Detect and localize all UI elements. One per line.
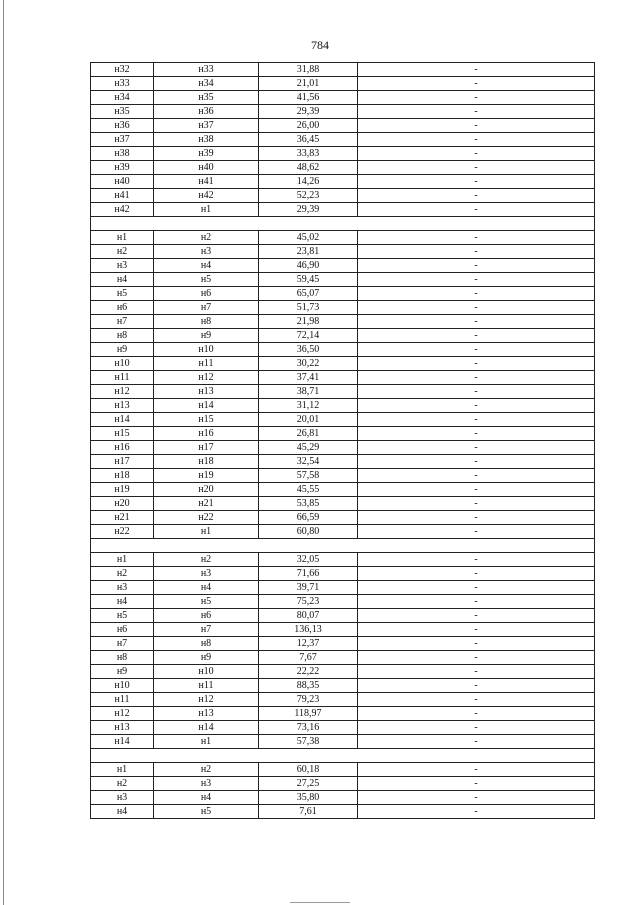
- table-cell: н10: [154, 343, 259, 357]
- table-cell: 29,39: [259, 203, 358, 217]
- table-cell: -: [358, 665, 595, 679]
- table-cell: н20: [154, 483, 259, 497]
- table-cell: -: [358, 189, 595, 203]
- table-cell: -: [358, 273, 595, 287]
- table-row: [91, 707, 595, 721]
- table-cell: н11: [154, 679, 259, 693]
- table-cell: 45,29: [259, 441, 358, 455]
- table-cell: -: [358, 441, 595, 455]
- table-cell: 73,16: [259, 721, 358, 735]
- table-cell: н41: [91, 189, 154, 203]
- table-cell: н22: [91, 525, 154, 539]
- table-row: [91, 623, 595, 637]
- table-cell: 32,54: [259, 455, 358, 469]
- table-cell: 38,71: [259, 385, 358, 399]
- table-cell: -: [358, 791, 595, 805]
- table-cell: 33,83: [259, 147, 358, 161]
- table-row: [91, 637, 595, 651]
- table-row: [91, 371, 595, 385]
- table-row: [91, 385, 595, 399]
- table-row: [91, 455, 595, 469]
- table-cell: 23,81: [259, 245, 358, 259]
- table-cell: н7: [91, 315, 154, 329]
- table-cell: н37: [154, 119, 259, 133]
- table-cell: н34: [91, 91, 154, 105]
- section-separator-row: [91, 539, 595, 553]
- table-cell: -: [358, 707, 595, 721]
- table-body: [91, 63, 595, 819]
- table-cell: н6: [91, 623, 154, 637]
- table-cell: н11: [91, 371, 154, 385]
- table-cell: н21: [154, 497, 259, 511]
- table-cell: н11: [154, 357, 259, 371]
- page-edge-line: [3, 0, 4, 905]
- table-row: [91, 721, 595, 735]
- section-separator-row: [91, 749, 595, 763]
- table-row: [91, 231, 595, 245]
- table-cell: н10: [91, 357, 154, 371]
- table-row: [91, 595, 595, 609]
- table-row: [91, 119, 595, 133]
- table-cell: 136,13: [259, 623, 358, 637]
- table-row: [91, 161, 595, 175]
- table-cell: -: [358, 175, 595, 189]
- section-separator-row: [91, 217, 595, 231]
- table-row: [91, 567, 595, 581]
- table-cell: н8: [154, 637, 259, 651]
- table-cell: н8: [91, 329, 154, 343]
- table-cell: н6: [154, 287, 259, 301]
- table-cell: н4: [154, 259, 259, 273]
- table-cell: -: [358, 595, 595, 609]
- table-cell: 7,61: [259, 805, 358, 819]
- table-cell: н5: [91, 609, 154, 623]
- table-cell: -: [358, 637, 595, 651]
- table-cell: 118,97: [259, 707, 358, 721]
- table-cell: н16: [154, 427, 259, 441]
- table-row: [91, 791, 595, 805]
- table-cell: -: [358, 693, 595, 707]
- table-cell: н1: [91, 553, 154, 567]
- table-cell: -: [358, 609, 595, 623]
- table-cell: н5: [154, 595, 259, 609]
- table-cell: н12: [154, 371, 259, 385]
- table-cell: н15: [154, 413, 259, 427]
- table-cell: 75,23: [259, 595, 358, 609]
- table-cell: 29,39: [259, 105, 358, 119]
- table-row: [91, 469, 595, 483]
- table-cell: -: [358, 455, 595, 469]
- table-cell: н14: [91, 735, 154, 749]
- table-cell: 53,85: [259, 497, 358, 511]
- table-row: [91, 483, 595, 497]
- table-cell: н1: [154, 525, 259, 539]
- table-cell: 30,22: [259, 357, 358, 371]
- table-cell: н32: [91, 63, 154, 77]
- table-cell: н3: [91, 259, 154, 273]
- table-cell: 22,22: [259, 665, 358, 679]
- table-cell: н17: [91, 455, 154, 469]
- table-cell: 21,98: [259, 315, 358, 329]
- table-row: [91, 511, 595, 525]
- table-cell: 46,90: [259, 259, 358, 273]
- table-cell: н14: [91, 413, 154, 427]
- table-cell: -: [358, 133, 595, 147]
- table-cell: н8: [91, 651, 154, 665]
- table-row: [91, 763, 595, 777]
- table-cell: н40: [154, 161, 259, 175]
- table-cell: -: [358, 287, 595, 301]
- table-cell: -: [358, 623, 595, 637]
- table-cell: н14: [154, 721, 259, 735]
- table-cell: -: [358, 511, 595, 525]
- table-cell: н8: [154, 315, 259, 329]
- table-row: [91, 413, 595, 427]
- table-cell: -: [358, 721, 595, 735]
- bottom-edge-mark: [290, 902, 350, 903]
- table-cell: н10: [154, 665, 259, 679]
- table-row: [91, 245, 595, 259]
- table-cell: 60,18: [259, 763, 358, 777]
- table-row: [91, 525, 595, 539]
- table-cell: 21,01: [259, 77, 358, 91]
- table-row: [91, 497, 595, 511]
- table-cell: н20: [91, 497, 154, 511]
- table-row: [91, 609, 595, 623]
- table-cell: -: [358, 777, 595, 791]
- table-cell: 26,00: [259, 119, 358, 133]
- table-cell: -: [358, 161, 595, 175]
- table-cell: н1: [154, 203, 259, 217]
- separator-cell: [91, 539, 595, 553]
- table-row: [91, 357, 595, 371]
- table-cell: -: [358, 301, 595, 315]
- table-cell: н38: [154, 133, 259, 147]
- table-cell: 37,41: [259, 371, 358, 385]
- table-cell: н12: [91, 707, 154, 721]
- table-cell: н7: [154, 301, 259, 315]
- table-cell: н3: [154, 245, 259, 259]
- table-cell: н4: [91, 595, 154, 609]
- table-cell: -: [358, 427, 595, 441]
- table-cell: н14: [154, 399, 259, 413]
- table-cell: -: [358, 763, 595, 777]
- table-cell: н3: [91, 791, 154, 805]
- table-cell: -: [358, 413, 595, 427]
- table-cell: 66,59: [259, 511, 358, 525]
- table-cell: 60,80: [259, 525, 358, 539]
- table-row: [91, 651, 595, 665]
- table-cell: н5: [154, 273, 259, 287]
- table-cell: 36,50: [259, 343, 358, 357]
- table-row: [91, 679, 595, 693]
- table-cell: -: [358, 525, 595, 539]
- table-cell: н33: [91, 77, 154, 91]
- table-cell: -: [358, 483, 595, 497]
- table-row: [91, 581, 595, 595]
- table-row: [91, 203, 595, 217]
- table-cell: н40: [91, 175, 154, 189]
- table-cell: н5: [154, 805, 259, 819]
- table-cell: 14,26: [259, 175, 358, 189]
- table-cell: 52,23: [259, 189, 358, 203]
- table-row: [91, 301, 595, 315]
- table-cell: н36: [91, 119, 154, 133]
- table-cell: н33: [154, 63, 259, 77]
- table-cell: н18: [154, 455, 259, 469]
- table-cell: н38: [91, 147, 154, 161]
- table-cell: н4: [154, 581, 259, 595]
- table-cell: н2: [154, 231, 259, 245]
- table-cell: -: [358, 259, 595, 273]
- table-cell: н4: [91, 805, 154, 819]
- table-cell: 59,45: [259, 273, 358, 287]
- table-cell: 20,01: [259, 413, 358, 427]
- table-row: [91, 805, 595, 819]
- table-cell: -: [358, 567, 595, 581]
- table-cell: н39: [91, 161, 154, 175]
- table-row: [91, 273, 595, 287]
- table-cell: н5: [91, 287, 154, 301]
- table-cell: 51,73: [259, 301, 358, 315]
- table-cell: 32,05: [259, 553, 358, 567]
- table-cell: -: [358, 63, 595, 77]
- table-row: [91, 343, 595, 357]
- table-cell: н3: [154, 777, 259, 791]
- table-cell: н3: [154, 567, 259, 581]
- table-cell: н4: [91, 273, 154, 287]
- table-row: [91, 105, 595, 119]
- table-cell: н17: [154, 441, 259, 455]
- table-cell: н9: [91, 665, 154, 679]
- table-cell: н2: [154, 553, 259, 567]
- table-row: [91, 427, 595, 441]
- table-cell: 57,58: [259, 469, 358, 483]
- table-cell: н6: [91, 301, 154, 315]
- table-cell: н13: [91, 399, 154, 413]
- table-cell: -: [358, 315, 595, 329]
- table-cell: н18: [91, 469, 154, 483]
- table-cell: н11: [91, 693, 154, 707]
- table-row: [91, 553, 595, 567]
- table-cell: н36: [154, 105, 259, 119]
- table-row: [91, 189, 595, 203]
- table-cell: н4: [154, 791, 259, 805]
- coordinates-table: [90, 62, 595, 819]
- table-cell: н35: [91, 105, 154, 119]
- table-cell: -: [358, 497, 595, 511]
- table-cell: -: [358, 105, 595, 119]
- table-cell: -: [358, 651, 595, 665]
- table-row: [91, 665, 595, 679]
- table-cell: н2: [91, 245, 154, 259]
- table-cell: -: [358, 553, 595, 567]
- table-cell: н12: [91, 385, 154, 399]
- table-cell: н1: [91, 763, 154, 777]
- table-cell: -: [358, 343, 595, 357]
- table-row: [91, 441, 595, 455]
- table-cell: -: [358, 329, 595, 343]
- table-cell: 48,62: [259, 161, 358, 175]
- table-cell: 71,66: [259, 567, 358, 581]
- table-cell: -: [358, 469, 595, 483]
- table-row: [91, 693, 595, 707]
- table-cell: н13: [154, 385, 259, 399]
- table-cell: -: [358, 679, 595, 693]
- table-cell: н37: [91, 133, 154, 147]
- table-row: [91, 287, 595, 301]
- table-cell: н39: [154, 147, 259, 161]
- table-cell: н21: [91, 511, 154, 525]
- table-cell: 31,12: [259, 399, 358, 413]
- table-cell: н12: [154, 693, 259, 707]
- table-cell: -: [358, 147, 595, 161]
- table-cell: 39,71: [259, 581, 358, 595]
- table-cell: н42: [91, 203, 154, 217]
- table-cell: н42: [154, 189, 259, 203]
- table-cell: н1: [154, 735, 259, 749]
- table-cell: н15: [91, 427, 154, 441]
- table-cell: -: [358, 805, 595, 819]
- table-cell: н9: [91, 343, 154, 357]
- table-cell: 27,25: [259, 777, 358, 791]
- table-row: [91, 735, 595, 749]
- table-cell: н2: [154, 763, 259, 777]
- table-cell: н2: [91, 567, 154, 581]
- separator-cell: [91, 749, 595, 763]
- table-row: [91, 259, 595, 273]
- table-cell: 45,02: [259, 231, 358, 245]
- table-cell: н41: [154, 175, 259, 189]
- table-row: [91, 399, 595, 413]
- separator-cell: [91, 217, 595, 231]
- table-cell: н13: [91, 721, 154, 735]
- table-cell: -: [358, 399, 595, 413]
- table-cell: 36,45: [259, 133, 358, 147]
- table-cell: 45,55: [259, 483, 358, 497]
- table-cell: -: [358, 91, 595, 105]
- table-cell: 57,38: [259, 735, 358, 749]
- table-cell: н22: [154, 511, 259, 525]
- table-row: [91, 777, 595, 791]
- table-row: [91, 77, 595, 91]
- table-cell: -: [358, 357, 595, 371]
- table-row: [91, 175, 595, 189]
- table-cell: 26,81: [259, 427, 358, 441]
- page-number: 784: [311, 38, 329, 52]
- table-cell: -: [358, 245, 595, 259]
- table-cell: -: [358, 385, 595, 399]
- table-cell: 31,88: [259, 63, 358, 77]
- table-cell: н19: [154, 469, 259, 483]
- table-cell: н3: [91, 581, 154, 595]
- table-row: [91, 63, 595, 77]
- table-cell: н13: [154, 707, 259, 721]
- table-cell: -: [358, 119, 595, 133]
- table-cell: 12,37: [259, 637, 358, 651]
- table-cell: -: [358, 371, 595, 385]
- table-cell: -: [358, 77, 595, 91]
- table-cell: н10: [91, 679, 154, 693]
- table-cell: 79,23: [259, 693, 358, 707]
- table-cell: 88,35: [259, 679, 358, 693]
- table-cell: н9: [154, 651, 259, 665]
- table-cell: -: [358, 581, 595, 595]
- table-cell: н2: [91, 777, 154, 791]
- table-cell: н35: [154, 91, 259, 105]
- table-cell: 80,07: [259, 609, 358, 623]
- table-row: [91, 329, 595, 343]
- table-cell: 65,07: [259, 287, 358, 301]
- table-cell: н7: [91, 637, 154, 651]
- table-cell: н16: [91, 441, 154, 455]
- table-cell: 35,80: [259, 791, 358, 805]
- table-cell: н19: [91, 483, 154, 497]
- table-cell: н6: [154, 609, 259, 623]
- table-cell: 72,14: [259, 329, 358, 343]
- table-cell: н1: [91, 231, 154, 245]
- table-cell: 7,67: [259, 651, 358, 665]
- table-cell: -: [358, 203, 595, 217]
- table-cell: -: [358, 735, 595, 749]
- table-cell: н9: [154, 329, 259, 343]
- table-cell: 41,56: [259, 91, 358, 105]
- table-row: [91, 147, 595, 161]
- table-cell: н34: [154, 77, 259, 91]
- table-cell: н7: [154, 623, 259, 637]
- table-row: [91, 91, 595, 105]
- table-row: [91, 133, 595, 147]
- table-row: [91, 315, 595, 329]
- table-cell: -: [358, 231, 595, 245]
